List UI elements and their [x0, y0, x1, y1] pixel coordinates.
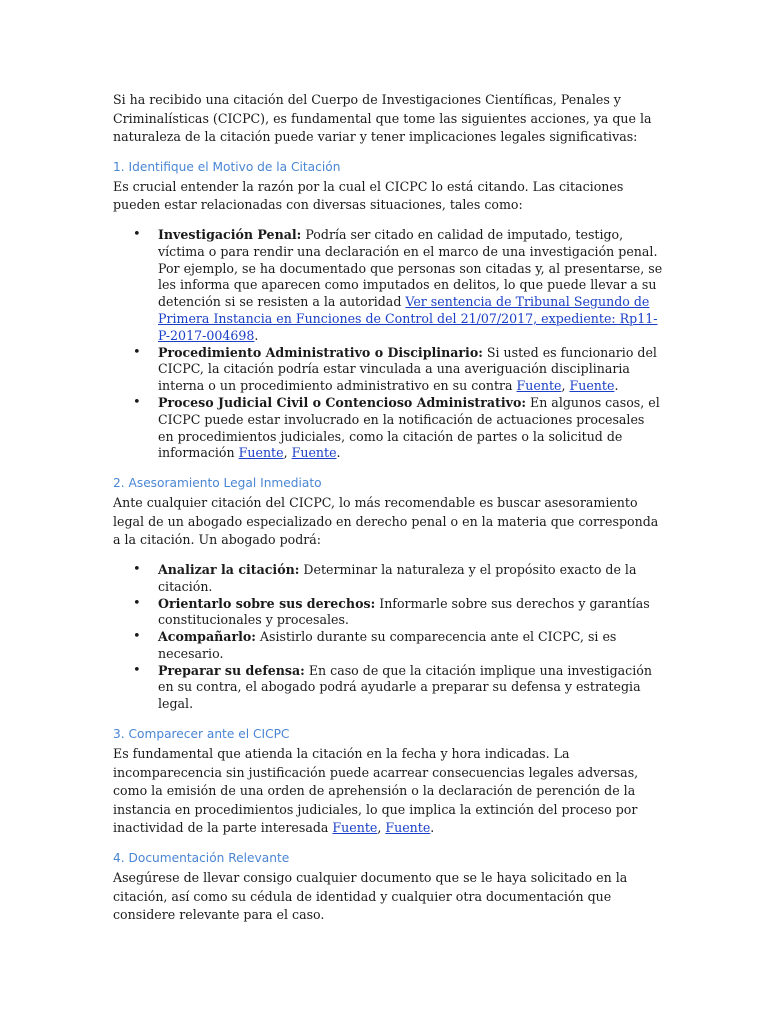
link-separator: , [283, 445, 292, 461]
section-3-paragraph [113, 745, 663, 838]
list-item-term: Preparar su defensa: [158, 662, 305, 678]
list-item-text: Podría ser citado en calidad de imputado, testigo, víctima o para rendir una declaración en el marco de una investigación penal. Por ejemplo, se ha documentado que personas son citadas y, al presentarse, se les informa que aparecen como imputados en delitos, lo que puede llevar a su detención si se resisten a la autoridad [158, 226, 663, 310]
list-item-preparar-defensa [133, 662, 663, 713]
document-page [113, 91, 663, 937]
bullet-icon: • [133, 394, 141, 410]
fuente-link[interactable]: Fuente [516, 378, 562, 394]
section-2-list [113, 562, 663, 713]
bullet-icon: • [133, 662, 141, 678]
fuente-link[interactable]: Fuente [385, 820, 431, 836]
link-separator: , [377, 820, 386, 836]
list-item-term: Acompañarlo: [158, 629, 256, 645]
section-4-heading: 4. Documentación Relevante [113, 851, 290, 866]
list-item-analizar [133, 561, 663, 596]
list-item-text: En caso de que la citación implique una investigación en su contra, el abogado podrá ayudarle a preparar su defensa y estrategia legal. [158, 662, 652, 712]
list-item-term: Proceso Judicial Civil o Contencioso Administrativo: [158, 394, 526, 410]
list-item-term: Orientarlo sobre sus derechos: [158, 595, 376, 611]
section-4-paragraph: Asegúrese de llevar consigo cualquier documento que se le haya solicitado en la citación, así como su cédula de identidad y cualquier otra documentación que considere relevante para el caso. [113, 870, 628, 923]
bullet-icon: • [133, 344, 141, 360]
list-item-end: . [336, 445, 341, 461]
list-item-orientarlo [133, 595, 663, 630]
intro-paragraph: Si ha recibido una citación del Cuerpo de Investigaciones Científicas, Penales y Criminalísticas (CICPC), es fundamental que tome las siguientes acciones, ya que la naturaleza de la citación puede variar y tener implicaciones legales significativas: [113, 92, 652, 145]
section-1-paragraph: Es crucial entender la razón por la cual el CICPC lo está citando. Las citaciones pueden estar relacionadas con diversas situaciones, tales como: [113, 178, 624, 213]
list-item-text: Informarle sobre sus derechos y garantías constitucionales y procesales. [158, 595, 650, 628]
list-item-text: Asistirlo durante su comparecencia ante el CICPC, si es necesario. [158, 629, 617, 661]
fuente-link[interactable]: Fuente [332, 820, 378, 836]
section-2-heading: 2. Asesoramiento Legal Inmediato [113, 476, 322, 491]
bullet-icon: • [133, 595, 141, 611]
list-item-acompanarlo [133, 629, 663, 663]
paragraph-end: . [430, 820, 435, 836]
section-1-heading: 1. Identifique el Motivo de la Citación [113, 159, 341, 174]
section-3-heading: 3. Comparecer ante el CICPC [113, 727, 290, 742]
list-item-end: . [614, 378, 619, 394]
list-item-proceso-judicial [133, 394, 663, 462]
sentencia-link[interactable]: Ver sentencia de Tribunal Segundo de Primera Instancia en Funciones de Control del 21/07/2017, expediente: Rp11-P-2017-004698 [158, 294, 658, 343]
list-item-term: Analizar la citación: [158, 561, 300, 577]
section-1-list [113, 227, 663, 462]
list-item-investigacion-penal [133, 226, 663, 345]
link-separator: , [561, 378, 570, 394]
fuente-link[interactable]: Fuente [569, 378, 615, 394]
bullet-icon: • [133, 561, 141, 577]
fuente-link[interactable]: Fuente [291, 445, 337, 461]
list-item-procedimiento-administrativo [133, 344, 663, 395]
bullet-icon: • [133, 629, 141, 645]
list-item-term: Procedimiento Administrativo o Disciplinario: [158, 344, 483, 360]
list-item-text: En algunos casos, el CICPC puede estar involucrado en la notificación de actuaciones procesales en procedimientos judiciales, como la citación de partes o la solicitud de información [158, 394, 660, 461]
fuente-link[interactable]: Fuente [238, 445, 284, 461]
section-2-paragraph: Ante cualquier citación del CICPC, lo más recomendable es buscar asesoramiento legal de un abogado especializado en derecho penal o en la materia que corresponda a la citación. Un abogado podrá: [113, 495, 659, 548]
list-item-end: . [254, 327, 259, 343]
bullet-icon: • [133, 226, 141, 242]
list-item-term: Investigación Penal: [158, 226, 302, 242]
list-item-text: Determinar la naturaleza y el propósito exacto de la citación. [158, 561, 637, 594]
list-item-text: Si usted es funcionario del CICPC, la citación podría estar vinculada a una averiguación disciplinaria interna o un procedimiento administrativo en su contra [158, 344, 657, 394]
paragraph-text: Es fundamental que atienda la citación en la fecha y hora indicadas. La incomparecencia sin justificación puede acarrear consecuencias legales adversas, como la emisión de una orden de aprehensión o la declaración de perención de la instancia en procedimientos judiciales, lo que implica la extinción del proceso por inactividad de la parte interesada [113, 746, 639, 836]
